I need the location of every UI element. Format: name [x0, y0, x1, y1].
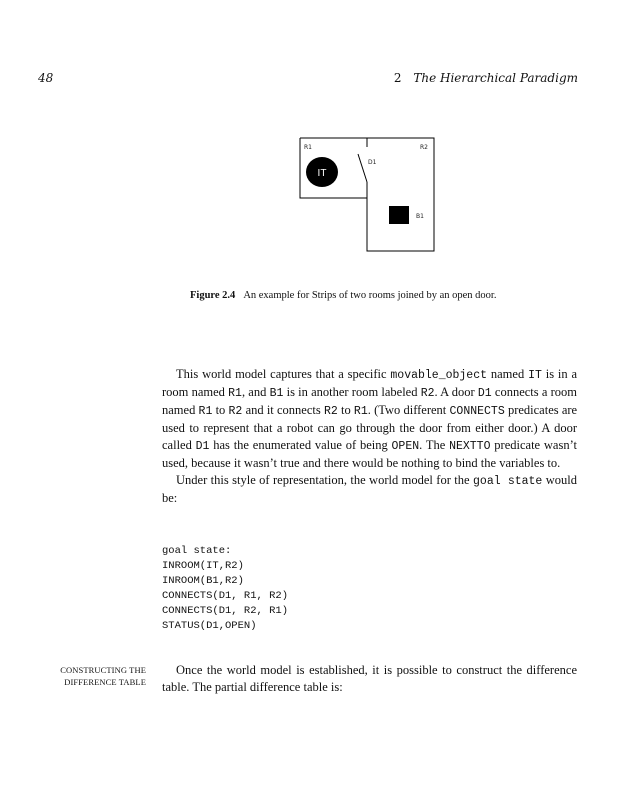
room2-walls — [367, 138, 434, 251]
rooms-diagram — [300, 138, 435, 253]
box-label: B1 — [416, 213, 424, 220]
caption-label: Figure 2.4 — [190, 290, 236, 301]
box-b1 — [389, 206, 409, 224]
door-label: D1 — [368, 159, 377, 166]
paragraph-3: Once the world model is established, it is possible to construct the difference table. The partial difference table is: — [162, 663, 577, 694]
door-d1 — [358, 154, 367, 182]
body-text-final — [162, 662, 577, 696]
caption-text: An example for Strips of two rooms joined by an open door. — [243, 290, 497, 301]
page-number: 48 — [38, 71, 54, 85]
code-line: goal state: — [162, 545, 232, 557]
code-line: CONNECTS(D1, R2, R1) — [162, 605, 289, 617]
figure-caption — [190, 290, 570, 301]
code-line: CONNECTS(D1, R1, R2) — [162, 590, 289, 602]
paragraph-1: This world model captures that a specific movable_object named IT is in a room named R1, and B1 is in another room labeled R2. A door D1 connects a room named R1 to R2 and it connects R2 to R1. (Two different CONNECTS predicates are used to represent that a robot can go through the door from either door.) A door called D1 has the enumerated value of being OPEN. The NEXTTO predicate wasn’t used, because it wasn’t true and there would be nothing to bind the variables to. — [162, 367, 578, 470]
running-header — [394, 71, 578, 85]
code-line: INROOM(B1,R2) — [162, 575, 244, 587]
room2-label: R2 — [420, 144, 428, 151]
rooms-figure — [300, 138, 435, 253]
chapter-title: The Hierarchical Paradigm — [413, 71, 578, 85]
room1-label: R1 — [304, 144, 312, 151]
chapter-number: 2 — [393, 71, 402, 85]
margin-note: CONSTRUCTING THE DIFFERENCE TABLE — [60, 665, 146, 687]
paragraph-2: Under this style of representation, the world model for the goal state would be: — [162, 473, 578, 505]
body-text — [162, 366, 577, 507]
code-line: INROOM(IT,R2) — [162, 560, 244, 572]
code-block — [162, 544, 288, 634]
code-line: STATUS(D1,OPEN) — [162, 620, 257, 632]
robot-label: IT — [317, 168, 327, 179]
